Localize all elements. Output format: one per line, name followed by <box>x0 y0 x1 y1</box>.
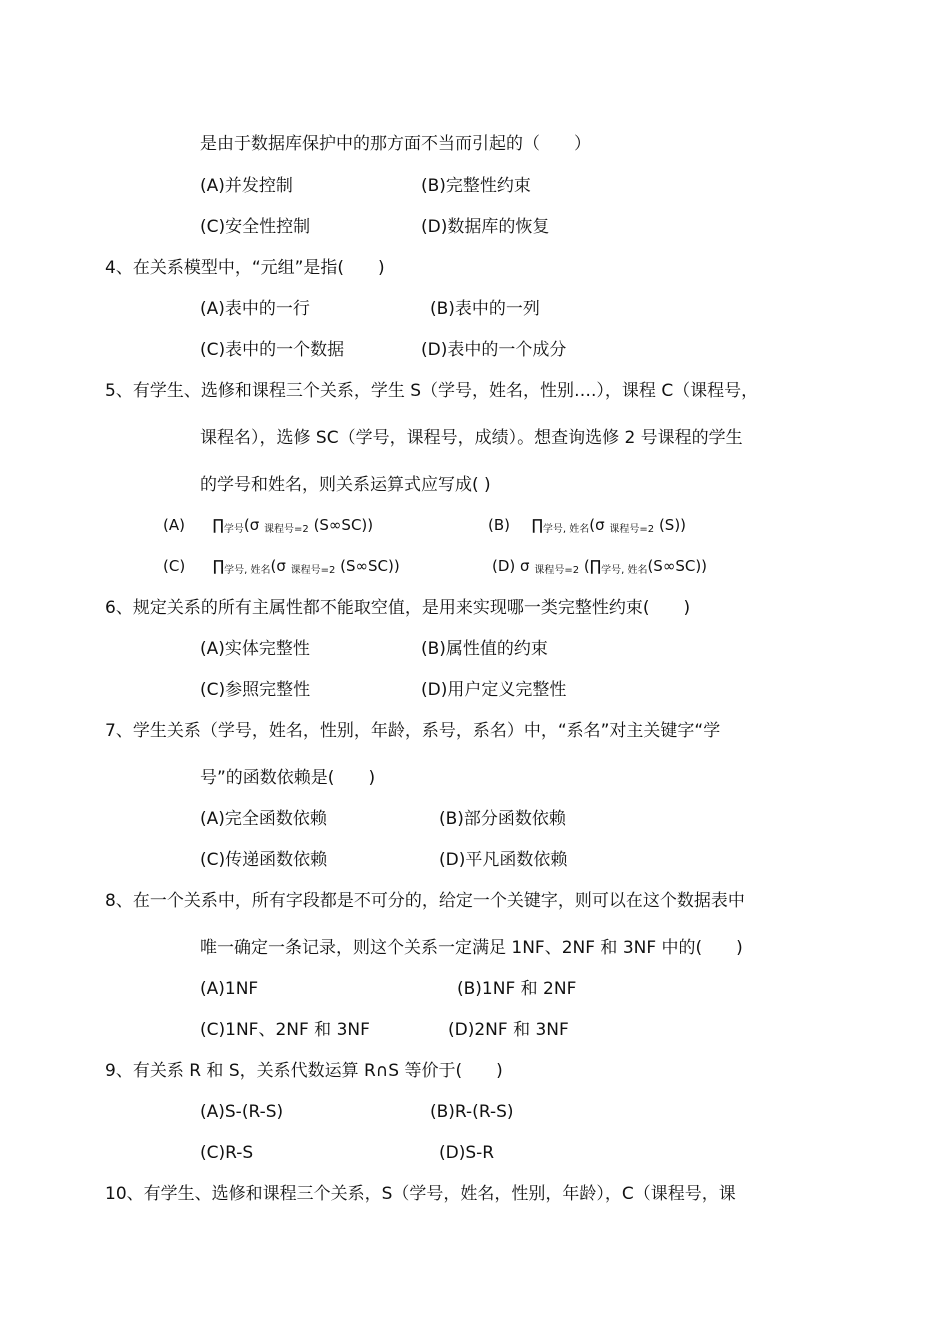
q5-d-subscript-2: 学号, 姓名 <box>601 565 648 576</box>
q7-option-a: (A)完全函数依赖 <box>200 809 327 829</box>
q6-option-b: (B)属性值的约束 <box>421 639 548 659</box>
q8-option-b: (B)1NF 和 2NF <box>457 979 577 999</box>
question-8: 8、在一个关系中，所有字段都是不可分的，给定一个关键字，则可以在这个数据表中 <box>105 891 745 911</box>
q5-d-mid-1: (∏ <box>583 557 602 575</box>
q5-b-mid-1: (σ <box>589 516 605 534</box>
q4-option-a: (A)表中的一行 <box>200 299 310 319</box>
q5-c-label: (C) <box>163 557 186 575</box>
q7-option-b: (B)部分函数依赖 <box>439 809 566 829</box>
q5-a-subscript-2: 课程号=2 <box>264 524 309 535</box>
question-5: 5、有学生、选修和课程三个关系，学生 S（学号，姓名，性别….），课程 C（课程号， <box>105 381 759 401</box>
q9-option-c: (C)R-S <box>200 1143 254 1163</box>
question-10: 10、有学生、选修和课程三个关系，S（学号，姓名，性别，年龄），C（课程号，课 <box>105 1184 736 1204</box>
q7-option-c: (C)传递函数依赖 <box>200 850 328 870</box>
q5-c-pi: ∏ <box>212 557 225 575</box>
question-7: 7、学生关系（学号，姓名，性别，年龄，系号，系名）中，“系名”对主关键字“学 <box>105 721 721 741</box>
question-8-line-2: 唯一确定一条记录，则这个关系一定满足 1NF、2NF 和 3NF 中的( ) <box>200 938 743 958</box>
q5-option-b <box>488 518 686 535</box>
q5-c-mid-2: (S∞SC)) <box>340 557 400 575</box>
q5-a-mid-2: (S∞SC)) <box>313 516 374 534</box>
q5-a-mid-1: (σ <box>243 516 260 534</box>
question-9: 9、有关系 R 和 S，关系代数运算 R∩S 等价于( ) <box>105 1061 503 1081</box>
q9-option-d: (D)S-R <box>439 1143 495 1163</box>
q8-option-d: (D)2NF 和 3NF <box>448 1020 569 1040</box>
question-5-line-2: 课程名），选修 SC（学号，课程号，成绩）。想查询选修 2 号课程的学生 <box>200 428 743 448</box>
q3-option-d: (D)数据库的恢复 <box>421 217 550 237</box>
q5-b-label: (B) <box>488 516 510 534</box>
q3-option-b: (B)完整性约束 <box>421 176 531 196</box>
q5-a-label: (A) <box>163 516 185 534</box>
q5-a-subscript-1: 学号 <box>223 524 244 535</box>
q3-option-a: (A)并发控制 <box>200 176 293 196</box>
q5-option-c <box>163 559 400 576</box>
q5-d-label: (D) <box>492 557 516 575</box>
q3-option-c: (C)安全性控制 <box>200 217 311 237</box>
q5-d-mid-2: (S∞SC)) <box>647 557 708 575</box>
q4-option-c: (C)表中的一个数据 <box>200 340 345 360</box>
q6-option-d: (D)用户定义完整性 <box>421 680 567 700</box>
q5-a-pi: ∏ <box>212 516 224 534</box>
q5-option-d <box>492 559 707 576</box>
q5-d-sigma: σ <box>520 557 530 575</box>
q5-c-mid-1: (σ <box>270 557 286 575</box>
question-5-line-3: 的学号和姓名，则关系运算式应写成( ) <box>200 475 491 495</box>
q5-b-subscript-2: 课程号=2 <box>609 524 655 535</box>
question-4: 4、在关系模型中，“元组”是指( ) <box>105 258 385 278</box>
q6-option-c: (C)参照完整性 <box>200 680 311 700</box>
q5-c-subscript-1: 学号, 姓名 <box>224 565 271 576</box>
q5-d-subscript-1: 课程号=2 <box>534 565 580 576</box>
q8-option-a: (A)1NF <box>200 979 259 999</box>
q5-c-subscript-2: 课程号=2 <box>290 565 336 576</box>
q8-option-c: (C)1NF、2NF 和 3NF <box>200 1020 370 1040</box>
q4-option-d: (D)表中的一个成分 <box>421 340 567 360</box>
q9-option-a: (A)S-(R-S) <box>200 1102 284 1122</box>
q5-b-pi: ∏ <box>531 516 543 534</box>
q4-option-b: (B)表中的一列 <box>430 299 540 319</box>
question-6: 6、规定关系的所有主属性都不能取空值，是用来实现哪一类完整性约束( ) <box>105 598 691 618</box>
q5-b-subscript-1: 学号, 姓名 <box>542 524 590 535</box>
q5-b-mid-2: (S)) <box>658 516 687 534</box>
question-7-line-2: 号”的函数依赖是( ) <box>200 768 376 788</box>
q9-option-b: (B)R-(R-S) <box>430 1102 514 1122</box>
question-3-continuation: 是由于数据库保护中的那方面不当而引起的（ ） <box>200 134 591 154</box>
q7-option-d: (D)平凡函数依赖 <box>439 850 568 870</box>
q6-option-a: (A)实体完整性 <box>200 639 310 659</box>
q5-option-a <box>163 518 373 535</box>
